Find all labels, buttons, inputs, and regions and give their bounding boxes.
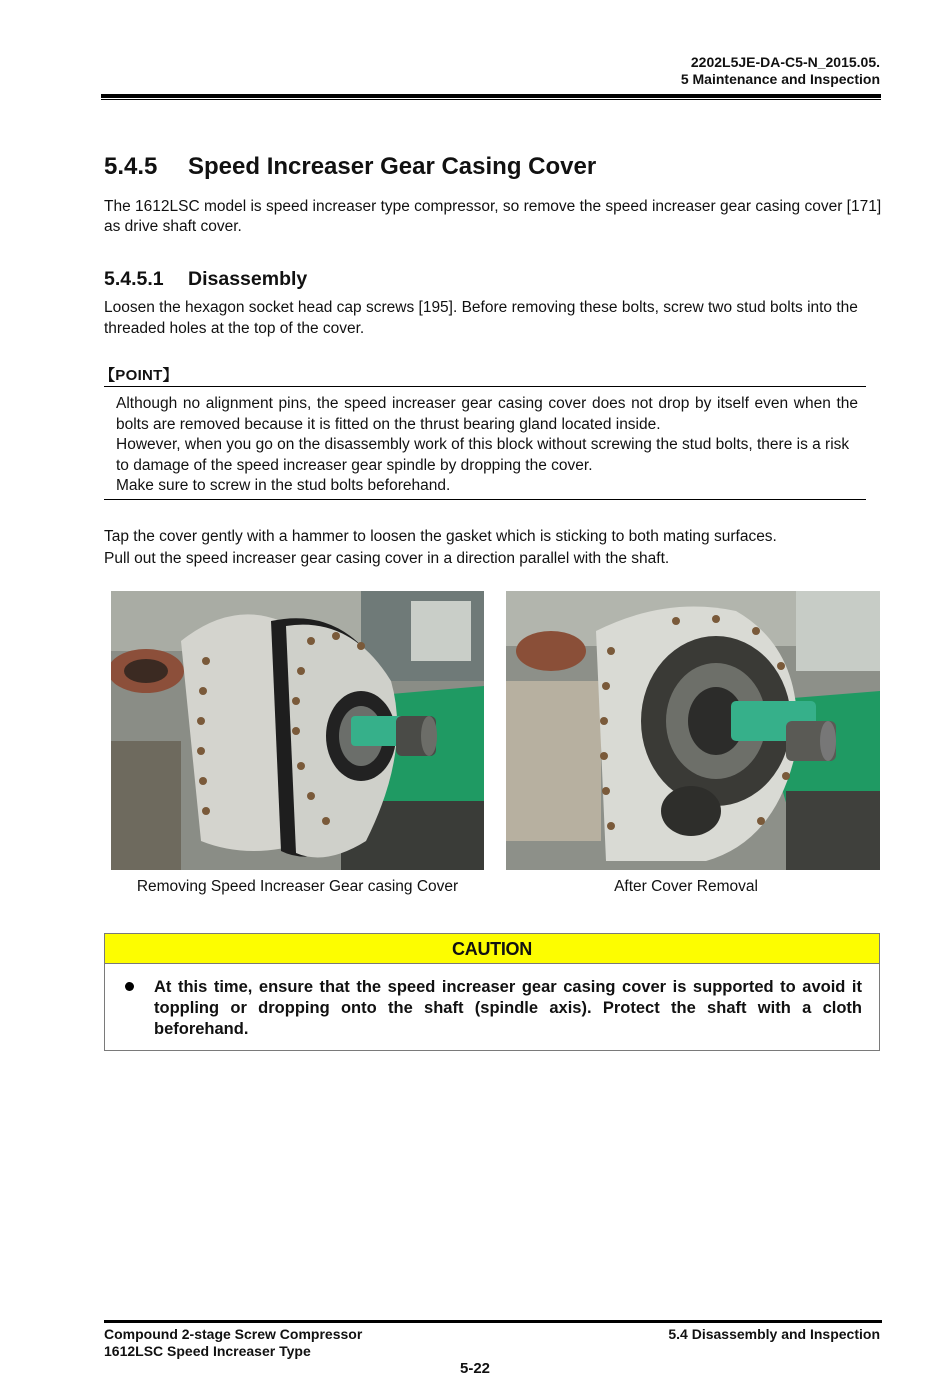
caution-text: At this time, ensure that the speed increaser gear casing cover is supported to avoid it toppling or dropping onto the shaft (spindle axis). Protect the shaft with a cloth beforehand. <box>154 978 862 1038</box>
caution-title: CAUTION <box>105 934 879 964</box>
point-paragraph-3: Make sure to screw in the stud bolts beforehand. <box>116 477 451 494</box>
footer-product: Compound 2-stage Screw Compressor <box>104 1326 363 1342</box>
header-rule <box>101 94 881 98</box>
bullet-icon <box>125 982 134 991</box>
footer-model: 1612LSC Speed Increaser Type <box>104 1343 311 1359</box>
point-text <box>116 394 858 497</box>
footer-rule <box>104 1320 882 1323</box>
instructions <box>104 526 882 570</box>
page-number: 5-22 <box>459 1360 491 1377</box>
photo-after-removal <box>506 591 880 870</box>
caution-box <box>104 933 880 1051</box>
header-rule-thin <box>101 99 881 100</box>
section-heading <box>104 153 596 181</box>
section-intro: The 1612LSC model is speed increaser type compressor, so remove the speed increaser gear casing cover [171] as drive shaft cover. <box>104 198 882 235</box>
instruction-line-1: Tap the cover gently with a hammer to loosen the gasket which is sticking to both mating surfaces. <box>104 528 777 545</box>
point-label: 【POINT】 <box>100 367 178 384</box>
point-paragraph-1: Although no alignment pins, the speed increaser gear casing cover does not drop by itself even when the bolts are removed because it is fitted on the thrust bearing gland located inside. <box>116 395 858 433</box>
subsection-heading <box>104 268 307 291</box>
photo-removing-cover <box>111 591 484 870</box>
header-section: 5 Maintenance and Inspection <box>680 71 880 87</box>
point-paragraph-2: However, when you go on the disassembly work of this block without screwing the stud bolts, there is a risk to damage of the speed increaser gear spindle by dropping the cover. <box>116 436 850 474</box>
photo-left-caption: Removing Speed Increaser Gear casing Cover <box>136 878 459 895</box>
document-code: 2202L5JE-DA-C5-N_2015.05. <box>690 54 880 70</box>
photo-right-caption: After Cover Removal <box>614 878 758 895</box>
subsection-number: 5.4.5.1 <box>104 268 164 290</box>
disassembly-text: Loosen the hexagon socket head cap screws [195]. Before removing these bolts, screw two stud bolts into the threaded holes at the top of the cover. <box>104 299 858 337</box>
section-number: 5.4.5 <box>104 153 158 180</box>
footer-section: 5.4 Disassembly and Inspection <box>668 1326 880 1342</box>
instruction-line-2: Pull out the speed increaser gear casing cover in a direction parallel with the shaft. <box>104 550 670 567</box>
subsection-title: Disassembly <box>188 268 308 290</box>
section-title: Speed Increaser Gear Casing Cover <box>188 153 597 180</box>
